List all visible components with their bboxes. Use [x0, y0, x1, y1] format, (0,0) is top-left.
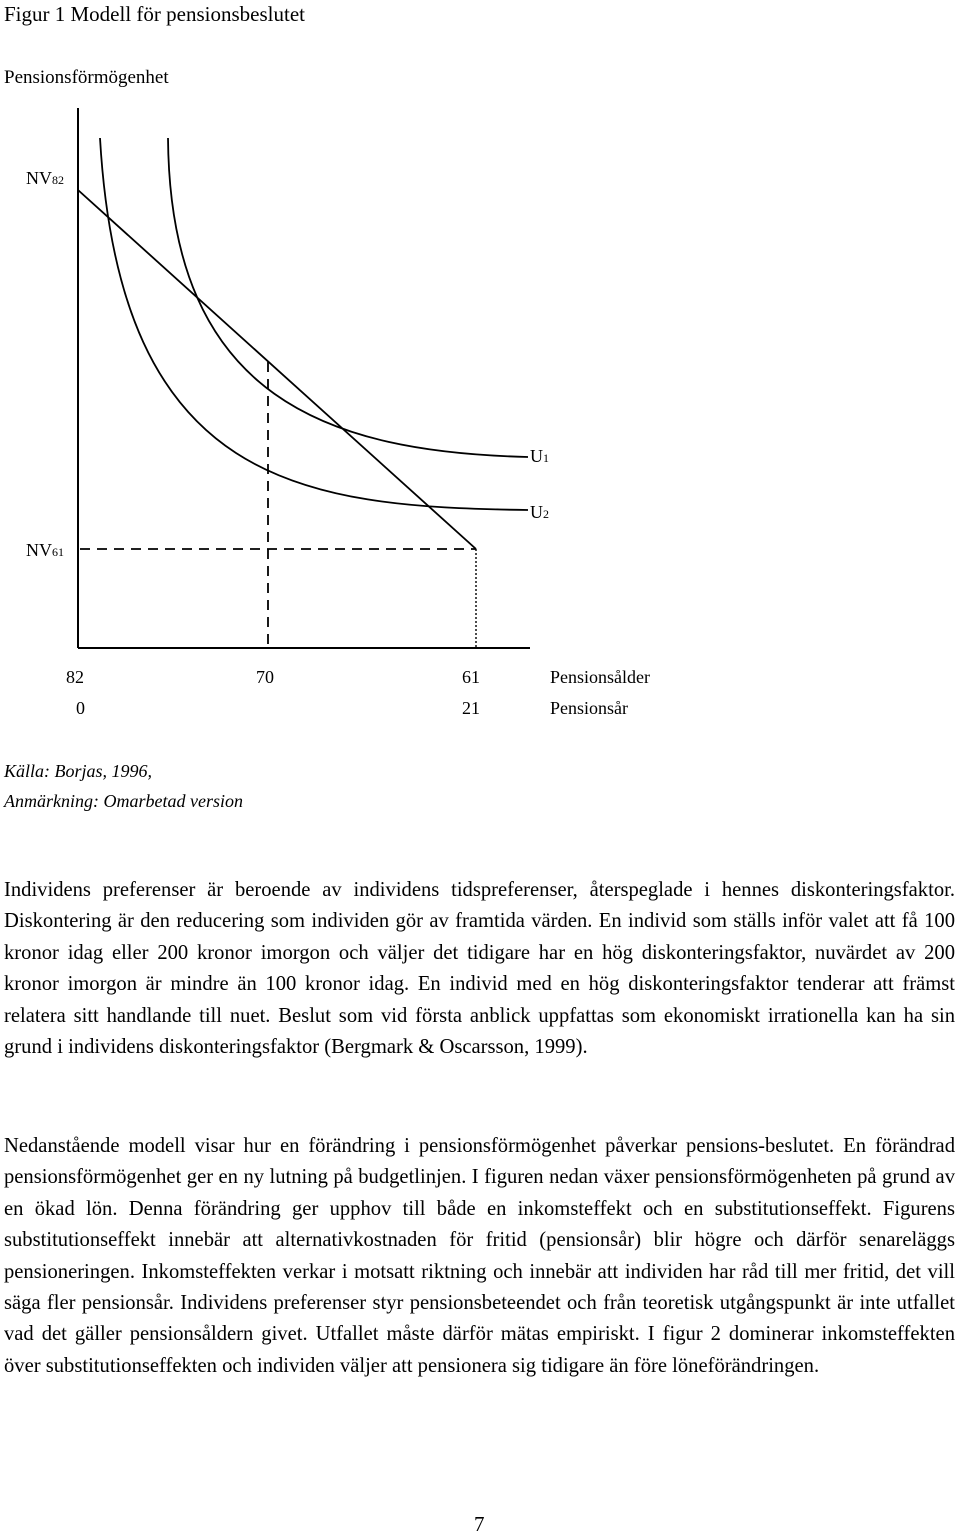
curve-label-u2 — [530, 502, 549, 523]
x-tick-0: 0 — [76, 698, 85, 718]
y-tick-nv61 — [26, 540, 64, 561]
paragraph-2: Nedanstående modell visar hur en förändring i pensionsförmögenhet påverkar pensions-beslutet. En förändrad pensionsförmögenhet ger en ny lutning på budgetlinjen. I figuren nedan växer pensionsförmögenheten på grund av en ökad lön. Denna förändring ger upphov till både en inkomsteffekt och en substitutionseffekt. Figurens substitutionseffekt innebär att alternativkostnaden för fritid (pensionsår) blir högre och därför senareläggs pensioneringen. Inkomsteffekten verkar i motsatt riktning och innebär att individen har råd till mer fritid, det vill säga fler pensionsår. Individens preferenser styr pensionsbeteendet och från teoretisk utgångspunkt är inte utfallet vad det gäller pensionsåldern givet. Utfallet måste därför mätas empiriskt. I figur 2 dominerar inkomsteffekten över substitutionseffekten och individen väljer att pensionera sig tidigare än före löneförändringen. — [4, 1135, 955, 1377]
indifference-curve-u1 — [168, 138, 528, 457]
y-axis-label: Pensionsförmögenhet — [4, 67, 169, 88]
curve-label-u1 — [530, 446, 549, 467]
figure-diagram — [0, 0, 960, 740]
curve-label-u1-main: U — [530, 446, 543, 466]
figure-source: Källa: Borjas, 1996, — [4, 761, 153, 781]
paragraph-1: Individens preferenser är beroende av individens tidspreferenser, återspeglade i hennes diskonteringsfaktor. Diskontering är den reducering som individen gör av framtida värden. En individ som ställs inför valet att få 100 kronor idag eller 200 kronor imorgon och väljer det tidigare har en hög diskonteringsfaktor, nuvärdet av 200 kronor imorgon är mindre än 100 kronor idag. En individ med en hög diskonteringsfaktor tenderar att främst relatera sitt handlande till nuet. Beslut som vid första anblick uppfattas som ekonomiskt irrationella kan ha sin grund i individens diskonteringsfaktor (Bergmark & Oscarsson, 1999). — [4, 879, 955, 1059]
x-axis-label-pensionsar: Pensionsår — [550, 698, 628, 718]
x-tick-21: 21 — [462, 698, 480, 718]
y-tick-nv82-main: NV — [26, 168, 52, 188]
page-number: 7 — [474, 1512, 485, 1536]
figure-note: Anmärkning: Omarbetad version — [4, 791, 243, 811]
x-tick-82: 82 — [66, 667, 84, 687]
x-axis-label-pensionsalder: Pensionsålder — [550, 667, 650, 687]
x-tick-61: 61 — [462, 667, 480, 687]
figure-title: Figur 1 Modell för pensionsbeslutet — [4, 2, 305, 26]
curve-label-u1-sub: 1 — [543, 451, 549, 465]
budget-line — [78, 190, 476, 549]
y-tick-nv82-sub: 82 — [52, 173, 64, 187]
curve-label-u2-main: U — [530, 502, 543, 522]
curve-label-u2-sub: 2 — [543, 507, 549, 521]
y-tick-nv61-main: NV — [26, 540, 52, 560]
y-tick-nv82 — [26, 168, 64, 189]
y-tick-nv61-sub: 61 — [52, 545, 64, 559]
x-tick-70: 70 — [256, 667, 274, 687]
